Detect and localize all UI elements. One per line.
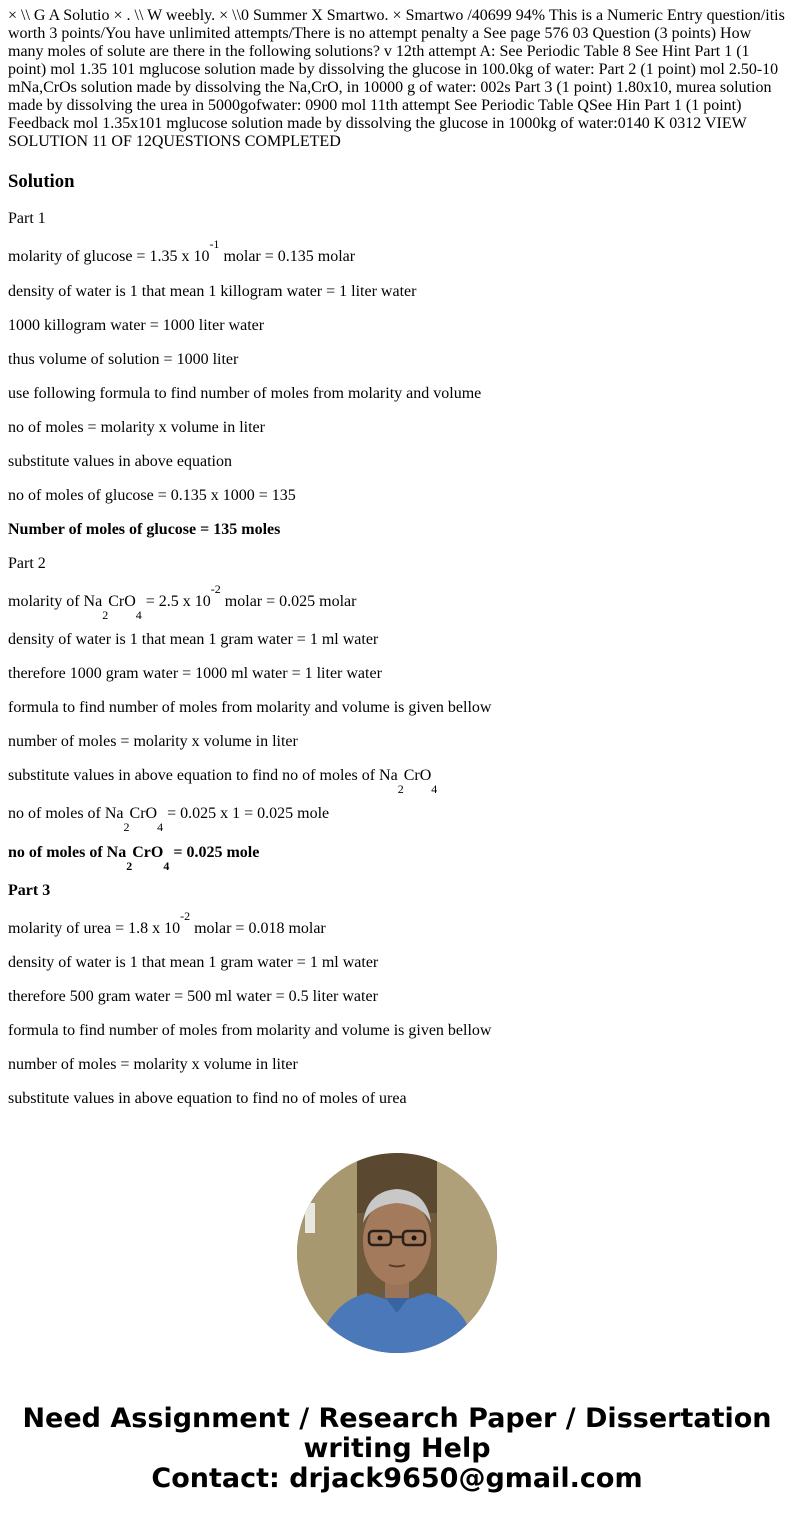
part3-volume: therefore 500 gram water = 500 ml water = 0.5 liter water bbox=[8, 988, 378, 1005]
part1-volume-water: 1000 killogram water = 1000 liter water bbox=[8, 317, 265, 334]
part1-formula-intro: use following formula to find number of moles from molarity and volume bbox=[8, 385, 482, 402]
question-block bbox=[8, 7, 788, 193]
part1-density: density of water is 1 that mean 1 killogram water = 1 liter water bbox=[8, 283, 417, 300]
part3-substitute: substitute values in above equation to find no of moles of urea bbox=[8, 1090, 407, 1107]
part2-substitute: substitute values in above equation to find no of moles of $Na_2CrO_4$ bbox=[8, 767, 438, 796]
part2-formula: number of moles = molarity x volume in liter bbox=[8, 733, 298, 750]
part2-formula-intro: formula to find number of moles from molarity and volume is given bellow bbox=[8, 699, 492, 716]
solution-heading: Solution bbox=[8, 171, 75, 192]
part3-title: Part 3 bbox=[8, 882, 51, 899]
part2-title: Part 2 bbox=[8, 555, 46, 572]
avatar-portrait-icon bbox=[297, 1153, 497, 1353]
part1-substitute: substitute values in above equation bbox=[8, 453, 232, 470]
footer-contact: Contact: drjack9650@gmail.com bbox=[151, 1463, 643, 1494]
question-text: × \\ G A Solutio × . \\ W weebly. × \\0 Summer X Smartwo. × Smartwo /40699 94% This is a Numeric Entry question/itis worth 3 points/You have unlimited attempts/There is no attempt penalty a See page 576 03 Question (3 points) How many moles of solute are there in the following solutions? v 12th attempt A: See Periodic Table 8 See Hint Part 1 (1 point) mol 1.35 101 mglucose solution made by dissolving the glucose in 100.0kg of water: Part 2 (1 point) mol 2.50-10 mNa,CrOs solution made by dissolving the Na,CrO, in 10000 g of water: 002s Part 3 (1 point) 1.80x10, murea solution made by dissolving the urea in 5000gofwater: 0900 mol 11th attempt See Periodic Table QSee Hin Part 1 (1 point) Feedback mol 1.35x101 mglucose solution made by dissolving the glucose in 1000kg of water:0140 K 0312 VIEW SOLUTION 11 OF 12QUESTIONS COMPLETED bbox=[8, 7, 785, 150]
part1-formula: no of moles = molarity x volume in liter bbox=[8, 419, 265, 436]
part2-density: density of water is 1 that mean 1 gram water = 1 ml water bbox=[8, 631, 379, 648]
part2-volume: therefore 1000 gram water = 1000 ml water = 1 liter water bbox=[8, 665, 382, 682]
part2-calc: no of moles of $Na_2CrO_4 = 0.025$ x 1 = 0.025 mole bbox=[8, 805, 330, 834]
part1-answer: Number of moles of glucose = 135 moles bbox=[8, 521, 281, 538]
part3-density: density of water is 1 that mean 1 gram water = 1 ml water bbox=[8, 954, 379, 971]
part2-answer: no of moles of $Na_2CrO_4 = 0.025$ mole bbox=[8, 844, 260, 873]
part2-molarity: molarity of $Na_2CrO_4 = 2.5$ x $10^{-2}$ molar = 0.025 molar bbox=[8, 582, 357, 622]
part1-calc: no of moles of glucose = 0.135 x 1000 = 135 bbox=[8, 487, 296, 504]
part3-formula: number of moles = molarity x volume in liter bbox=[8, 1056, 298, 1073]
part3-formula-intro: formula to find number of moles from molarity and volume is given bellow bbox=[8, 1022, 492, 1039]
avatar bbox=[297, 1153, 497, 1353]
part3-molarity: molarity of urea = 1.8 x $10^{-2}$ molar = 0.018 molar bbox=[8, 909, 326, 937]
part1-molarity: molarity of glucose = 1.35 x $10^{-1}$ molar = 0.135 molar bbox=[8, 237, 356, 265]
footer-line-1: Need Assignment / Research Paper / Dissertation bbox=[22, 1403, 772, 1434]
part1-volume-solution: thus volume of solution = 1000 liter bbox=[8, 351, 239, 368]
part1-title: Part 1 bbox=[8, 210, 46, 227]
footer-line-2: writing Help bbox=[303, 1433, 491, 1464]
